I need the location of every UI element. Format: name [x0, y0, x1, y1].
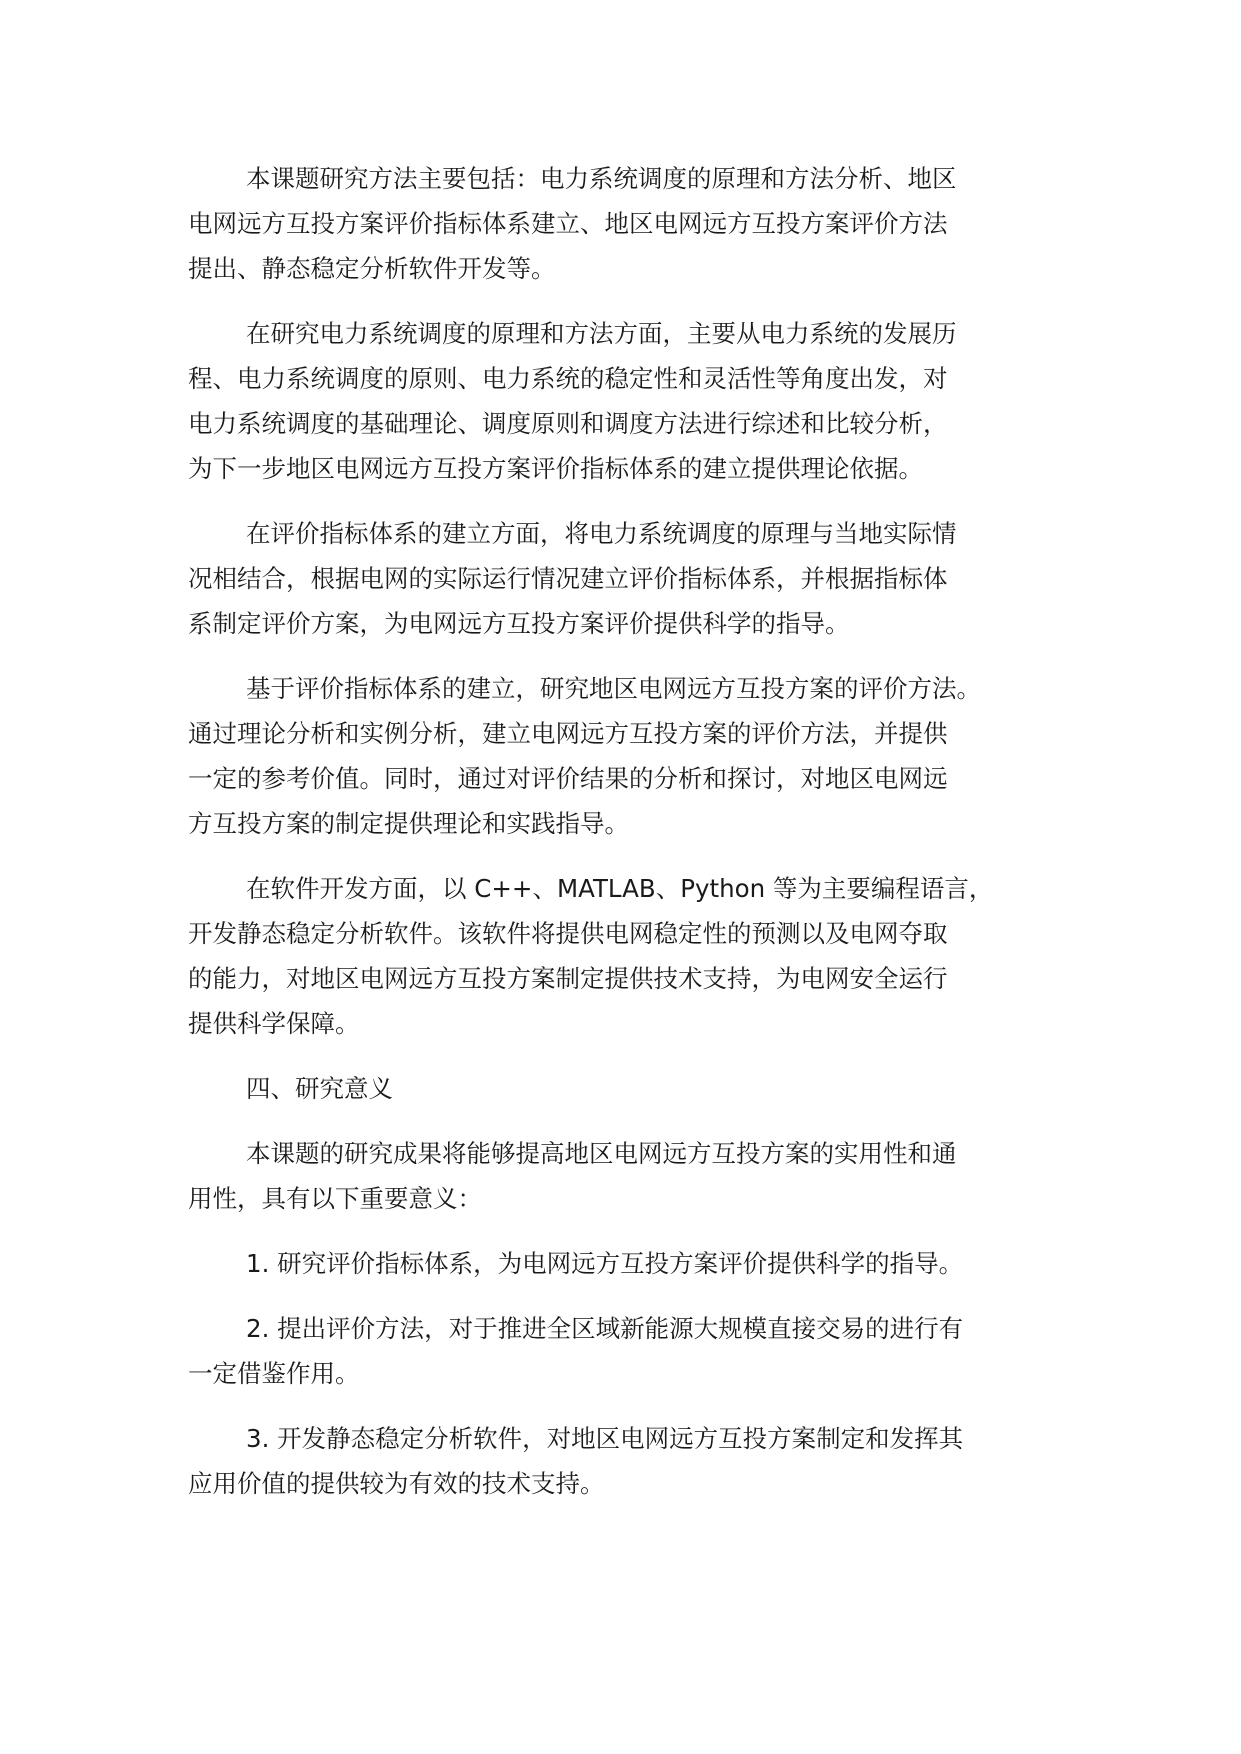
paragraph-line: 提供科学保障。 — [188, 1009, 360, 1038]
paragraph-line: 3. 开发静态稳定分析软件，对地区电网远方互投方案制定和发挥其 — [246, 1424, 964, 1453]
paragraph-line: 在研究电力系统调度的原理和方法方面，主要从电力系统的发展历 — [246, 319, 957, 348]
paragraph-line: 一定借鉴作用。 — [188, 1359, 360, 1388]
paragraph-line: 通过理论分析和实例分析，建立电网远方互投方案的评价方法，并提供 — [188, 719, 948, 748]
paragraph-line: 开发静态稳定分析软件。该软件将提供电网稳定性的预测以及电网夺取 — [188, 919, 948, 948]
list-item-1 — [188, 1241, 1048, 1286]
section-heading: 四、研究意义 — [246, 1074, 393, 1103]
paragraph-line: 应用价值的提供较为有效的技术支持。 — [188, 1469, 605, 1498]
paragraph-line: 系制定评价方案，为电网远方互投方案评价提供科学的指导。 — [188, 609, 850, 638]
section-heading-research-significance — [188, 1066, 1048, 1111]
document-body — [188, 156, 1048, 1526]
paragraph-line: 电力系统调度的基础理论、调度原则和调度方法进行综述和比较分析， — [188, 409, 948, 438]
paragraph-line: 方互投方案的制定提供理论和实践指导。 — [188, 809, 629, 838]
paragraph-line: 本课题研究方法主要包括：电力系统调度的原理和方法分析、地区 — [246, 164, 957, 193]
paragraph-line: 基于评价指标体系的建立，研究地区电网远方互投方案的评价方法。 — [246, 674, 981, 703]
paragraph-dispatch-principles — [188, 311, 1048, 491]
list-item-2 — [188, 1306, 1048, 1396]
paragraph-line: 电网远方互投方案评价指标体系建立、地区电网远方互投方案评价方法 — [188, 209, 948, 238]
paragraph-significance-intro — [188, 1131, 1048, 1221]
paragraph-line: 1. 研究评价指标体系，为电网远方互投方案评价提供科学的指导。 — [246, 1249, 964, 1278]
paragraph-line: 况相结合，根据电网的实际运行情况建立评价指标体系，并根据指标体 — [188, 564, 948, 593]
paragraph-line: 用性，具有以下重要意义： — [188, 1184, 482, 1213]
paragraph-line: 一定的参考价值。同时，通过对评价结果的分析和探讨，对地区电网远 — [188, 764, 948, 793]
paragraph-line: 提出、静态稳定分析软件开发等。 — [188, 254, 556, 283]
paragraph-line: 的能力，对地区电网远方互投方案制定提供技术支持，为电网安全运行 — [188, 964, 948, 993]
paragraph-line: 在软件开发方面，以 C++、MATLAB、Python 等为主要编程语言， — [246, 874, 994, 903]
paragraph-software-development — [188, 866, 1048, 1046]
paragraph-line: 在评价指标体系的建立方面，将电力系统调度的原理与当地实际情 — [246, 519, 957, 548]
paragraph-evaluation-method — [188, 666, 1048, 846]
list-item-3 — [188, 1416, 1048, 1506]
paragraph-line: 程、电力系统调度的原则、电力系统的稳定性和灵活性等角度出发，对 — [188, 364, 948, 393]
paragraph-line: 2. 提出评价方法，对于推进全区域新能源大规模直接交易的进行有 — [246, 1314, 964, 1343]
paragraph-line: 为下一步地区电网远方互投方案评价指标体系的建立提供理论依据。 — [188, 454, 923, 483]
paragraph-line: 本课题的研究成果将能够提高地区电网远方互投方案的实用性和通 — [246, 1139, 957, 1168]
paragraph-research-methods — [188, 156, 1048, 291]
paragraph-index-system — [188, 511, 1048, 646]
